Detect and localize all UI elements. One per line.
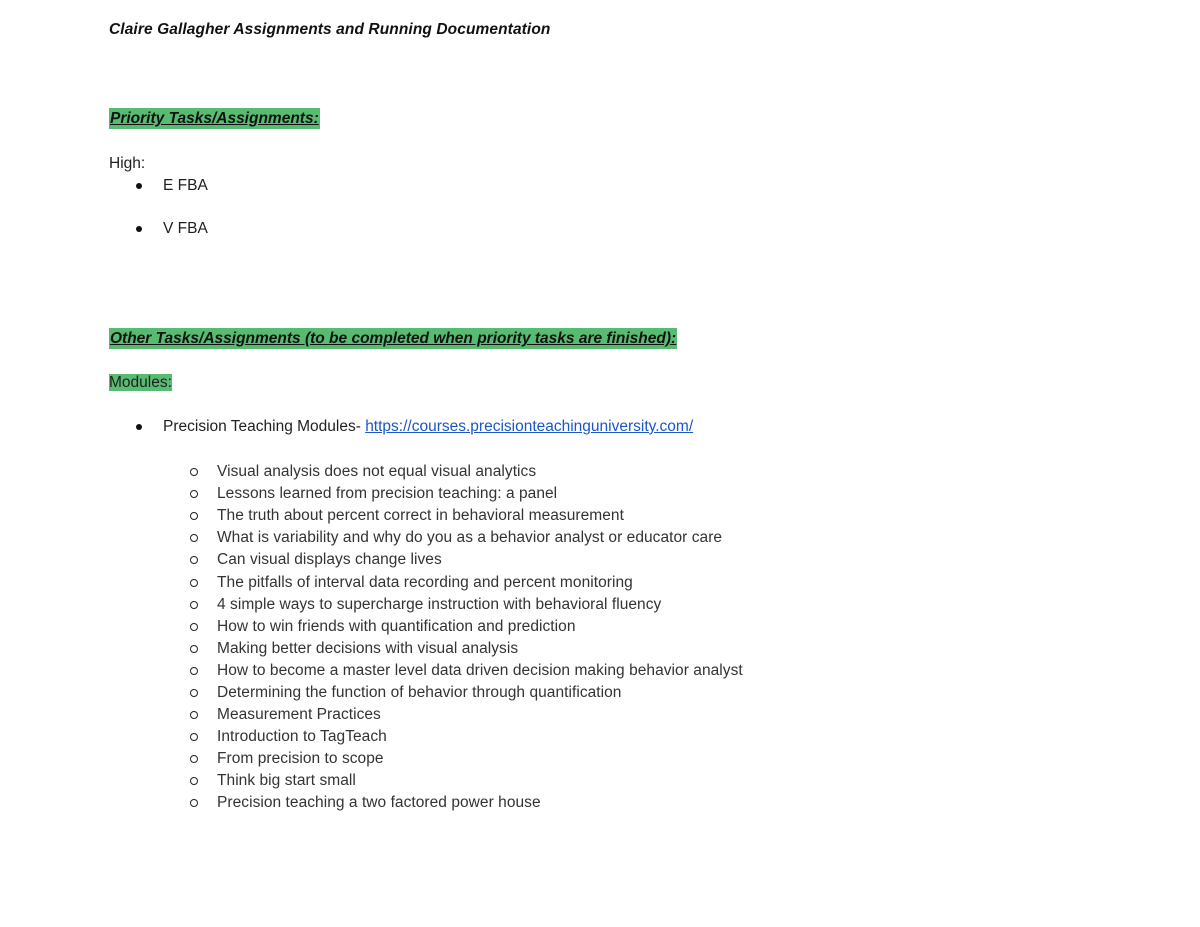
module-list-item: [190, 770, 743, 792]
hollow-bullet-icon: [190, 733, 198, 741]
priority-tasks-heading: Priority Tasks/Assignments:: [110, 110, 319, 127]
hollow-bullet-icon: [190, 645, 198, 653]
module-list-item: [190, 594, 743, 616]
hollow-bullet-icon: [190, 512, 198, 520]
module-list-item: [190, 682, 743, 704]
module-title: The pitfalls of interval data recording and percent monitoring: [217, 573, 633, 591]
module-list-item: [190, 660, 743, 682]
priority-item-label: E FBA: [163, 177, 208, 194]
hollow-bullet-icon: [190, 579, 198, 587]
module-title: Lessons learned from precision teaching: a panel: [217, 485, 558, 503]
module-title: How to win friends with quantification and prediction: [217, 617, 576, 635]
hollow-bullet-icon: [190, 556, 198, 564]
module-list-item: [190, 792, 743, 814]
hollow-bullet-icon: [190, 623, 198, 631]
module-list-item: [190, 616, 743, 638]
hollow-bullet-icon: [190, 468, 198, 476]
hollow-bullet-icon: [190, 799, 198, 807]
module-title: Introduction to TagTeach: [217, 728, 387, 746]
module-list-item: [190, 704, 743, 726]
precision-teaching-link[interactable]: https://courses.precisionteachinguniversity.com/: [365, 418, 694, 435]
priority-item: [136, 175, 208, 196]
module-title: 4 simple ways to supercharge instruction with behavioral fluency: [217, 595, 662, 613]
module-title: From precision to scope: [217, 750, 384, 768]
module-list: [190, 461, 743, 815]
module-list-item: [190, 726, 743, 748]
hollow-bullet-icon: [190, 601, 198, 609]
module-list-item: [190, 571, 743, 593]
priority-item: [136, 218, 208, 239]
module-title: What is variability and why do you as a behavior analyst or educator care: [217, 529, 723, 547]
bullet-icon: [136, 226, 142, 232]
hollow-bullet-icon: [190, 534, 198, 542]
hollow-bullet-icon: [190, 777, 198, 785]
module-title: Think big start small: [217, 772, 356, 790]
priority-item-label: V FBA: [163, 220, 208, 237]
module-title: Determining the function of behavior through quantification: [217, 683, 622, 701]
module-list-item: [190, 527, 743, 549]
module-list-item: [190, 461, 743, 483]
hollow-bullet-icon: [190, 667, 198, 675]
hollow-bullet-icon: [190, 711, 198, 719]
precision-teaching-label: Precision Teaching Modules-: [163, 418, 366, 435]
bullet-icon: [136, 183, 142, 189]
module-list-item: [190, 748, 743, 770]
module-title: How to become a master level data driven decision making behavior analyst: [217, 661, 743, 679]
module-title: The truth about percent correct in behavioral measurement: [217, 507, 624, 525]
module-list-item: [190, 483, 743, 505]
module-title: Making better decisions with visual analysis: [217, 639, 519, 657]
other-tasks-heading: Other Tasks/Assignments (to be completed when priority tasks are finished):: [110, 330, 677, 347]
priority-level-label: High:: [109, 155, 146, 172]
module-list-item: [190, 549, 743, 571]
hollow-bullet-icon: [190, 755, 198, 763]
hollow-bullet-icon: [190, 689, 198, 697]
modules-label: Modules:: [109, 374, 172, 391]
bullet-icon: [136, 424, 142, 430]
module-list-item: [190, 638, 743, 660]
module-title: Visual analysis does not equal visual analytics: [217, 463, 537, 481]
hollow-bullet-icon: [190, 490, 198, 498]
module-list-item: [190, 505, 743, 527]
document-title: Claire Gallagher Assignments and Running Documentation: [109, 21, 551, 38]
module-title: Measurement Practices: [217, 706, 381, 724]
modules-label-row: [109, 372, 172, 393]
module-title: Can visual displays change lives: [217, 551, 442, 569]
precision-teaching-item: [136, 416, 693, 437]
module-title: Precision teaching a two factored power house: [217, 794, 541, 812]
